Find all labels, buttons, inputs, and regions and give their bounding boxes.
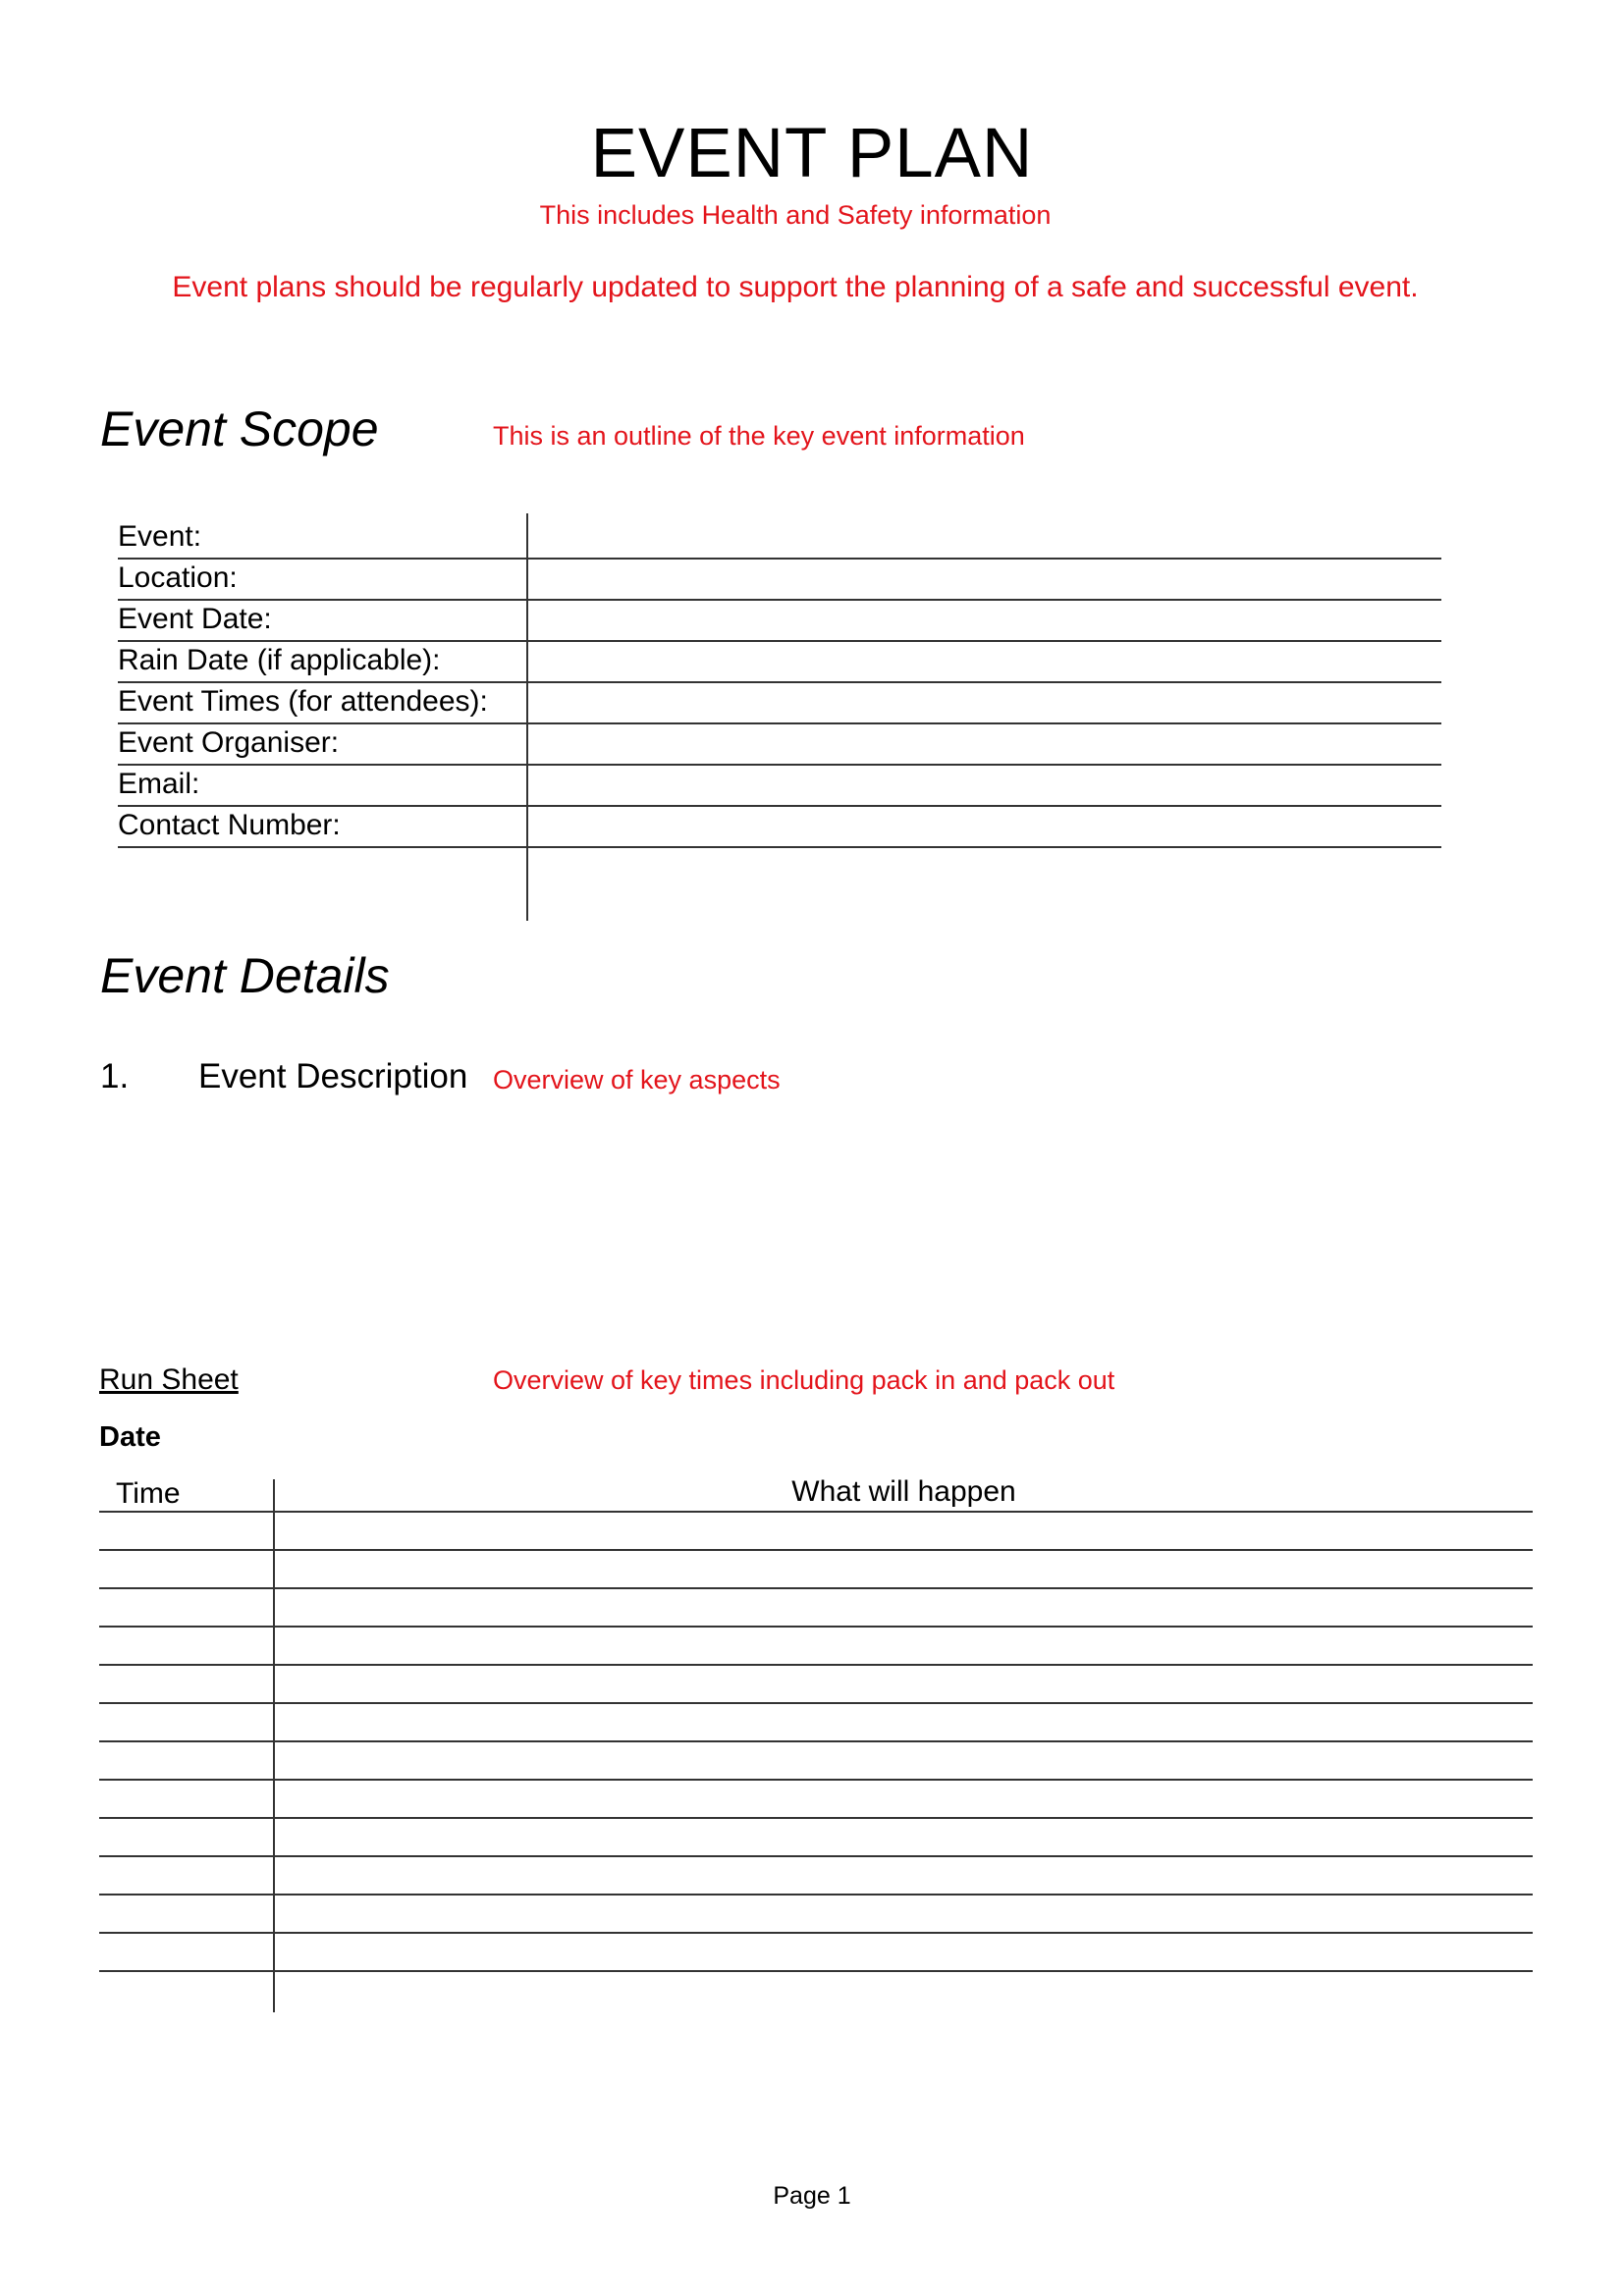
field-label: Event Date:: [118, 603, 272, 635]
field-label: Event Times (for attendees):: [118, 685, 488, 718]
field-label: Event:: [118, 520, 202, 553]
scope-field-event-date[interactable]: [118, 599, 1441, 642]
field-label: Contact Number:: [118, 809, 341, 841]
run-sheet-row[interactable]: [99, 1894, 1533, 1896]
run-sheet-title: Run Sheet: [99, 1363, 239, 1396]
run-sheet-note: Overview of key times including pack in and pack out: [493, 1365, 1115, 1395]
description-title: Event Description: [198, 1057, 468, 1095]
field-label: Email:: [118, 768, 200, 800]
description-note: Overview of key aspects: [493, 1065, 781, 1095]
run-sheet-row[interactable]: [99, 1932, 1533, 1934]
page-subtitle: This includes Health and Safety information: [539, 200, 1052, 230]
event-scope-heading: Event Scope: [100, 401, 379, 456]
scope-field-event[interactable]: [118, 516, 1441, 560]
event-details-heading: Event Details: [100, 948, 390, 1003]
run-sheet-row[interactable]: [99, 1587, 1533, 1589]
column-header-time: Time: [116, 1477, 181, 1510]
update-note: Event plans should be regularly updated to support the planning of a safe and successful event.: [172, 271, 1419, 303]
run-sheet-row[interactable]: [99, 1702, 1533, 1704]
scope-field-event-times[interactable]: [118, 681, 1441, 724]
field-label: Location:: [118, 561, 238, 594]
run-sheet-row[interactable]: [99, 1549, 1533, 1551]
run-sheet-row[interactable]: [99, 1970, 1533, 1972]
description-number: 1.: [100, 1057, 130, 1095]
run-sheet-row[interactable]: [99, 1626, 1533, 1628]
run-sheet-row[interactable]: [99, 1779, 1533, 1781]
scope-field-contact-number[interactable]: [118, 805, 1441, 848]
page-title: EVENT PLAN: [590, 115, 1034, 192]
scope-field-organiser[interactable]: [118, 722, 1441, 766]
field-label: Rain Date (if applicable):: [118, 644, 441, 676]
page-number: Page 1: [773, 2182, 851, 2210]
run-sheet-row[interactable]: [99, 1855, 1533, 1857]
scope-field-rain-date[interactable]: [118, 640, 1441, 683]
run-sheet-row[interactable]: [99, 1740, 1533, 1742]
run-sheet-header-rule: [99, 1511, 1533, 1513]
scope-field-location[interactable]: [118, 558, 1441, 601]
field-label: Event Organiser:: [118, 726, 340, 759]
run-sheet-row[interactable]: [99, 1664, 1533, 1666]
event-scope-note: This is an outline of the key event information: [493, 421, 1025, 451]
run-sheet-date-label: Date: [99, 1421, 161, 1453]
column-header-what-will-happen: What will happen: [791, 1475, 1016, 1508]
scope-field-email[interactable]: [118, 764, 1441, 807]
run-sheet-row[interactable]: [99, 1817, 1533, 1819]
